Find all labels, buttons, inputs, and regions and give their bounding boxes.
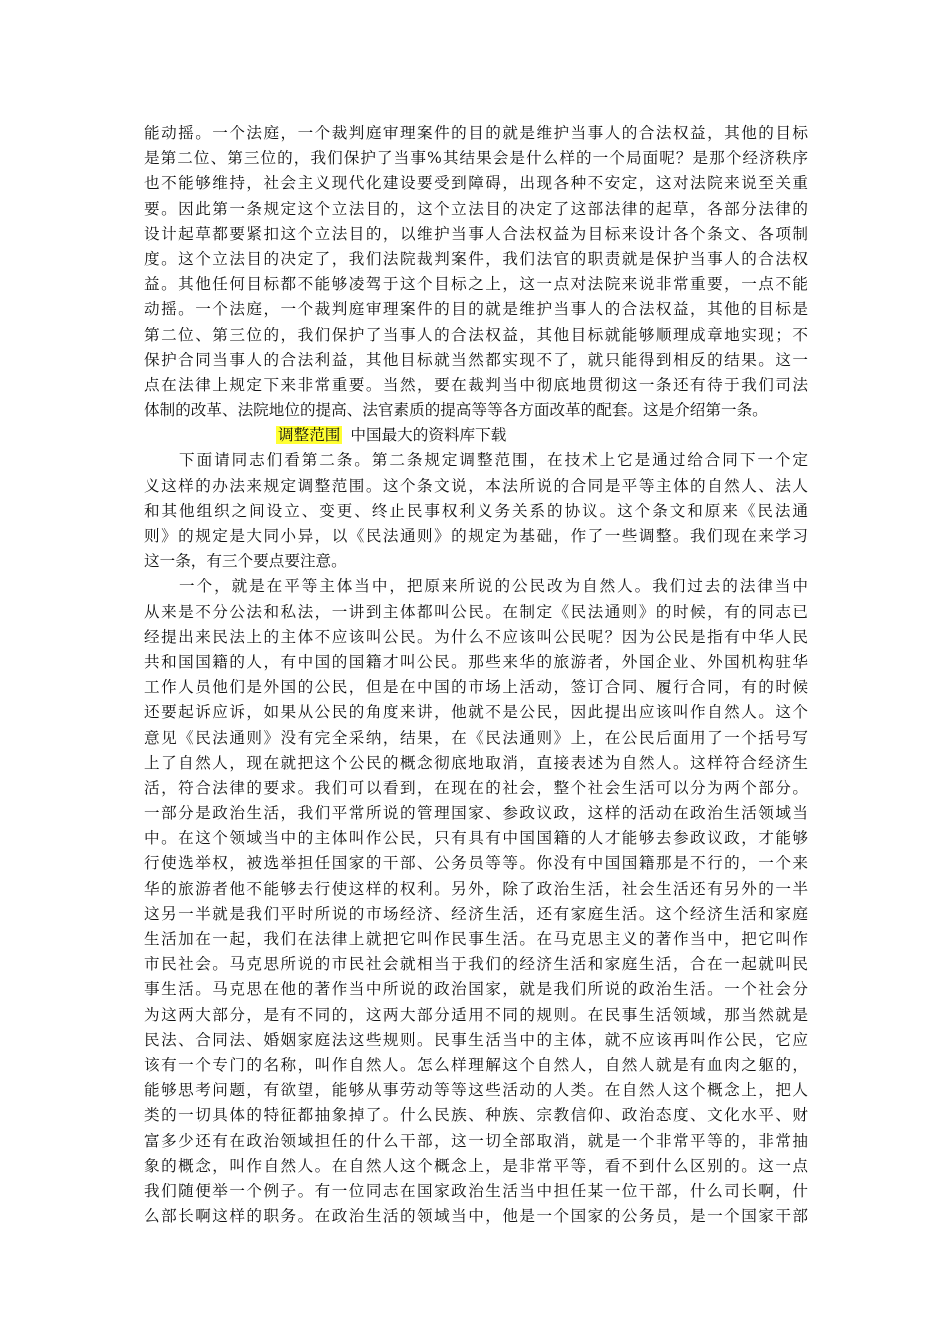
text-line: 事生活。马克思在他的著作当中所说的政治国家，就是我们所说的政治生活。一个社会分: [144, 980, 808, 999]
text-line: 第二位、第三位的，我们保护了当事人的合法权益，其他目标就能够顺理成章地实现；不: [144, 325, 808, 344]
text-line: 能够思考问题，有欲望，能够从事劳动等等这些活动的人类。在自然人这个概念上，把人: [144, 1081, 808, 1100]
text-line: 富多少还有在政治领域担任的什么干部，这一切全部取消，就是一个非常平等的，非常抽: [144, 1131, 808, 1150]
text-line: 这另一半就是我们平时所说的市场经济、经济生活，还有家庭生活。这个经济生活和家庭: [144, 904, 808, 923]
text-line: 中。在这个领域当中的主体叫作公民，只有具有中国国籍的人才能够去参政议政，才能够: [144, 829, 808, 848]
text-line: 义这样的办法来规定调整范围。这个条文说，本法所说的合同是平等主体的自然人、法人: [144, 476, 808, 495]
text-line: 我们随便举一个例子。有一位同志在国家政治生活当中担任某一位干部，什么司长啊，什: [144, 1181, 808, 1200]
text-line: 民法、合同法、婚姻家庭法这些规则。民事生活当中的主体，就不应该再叫作公民，它应: [144, 1030, 808, 1049]
text-line: 还要起诉应诉，如果从公民的角度来讲，他就不是公民，因此提出应该叫作自然人。这个: [144, 703, 808, 722]
text-line: 是第二位、第三位的，我们保护了当事%其结果会是什么样的一个局面呢？是那个经济秩序: [144, 149, 808, 168]
paragraph-1: [144, 121, 808, 423]
text-line: 这一条，有三个要点要注意。: [144, 552, 347, 571]
text-line: 为这两大部分，是有不同的，这两大部分适用不同的规则。在民事生活领域，那当然就是: [144, 1005, 808, 1024]
text-line: 类的一切具体的特征都抽象掉了。什么民族、种族、宗教信仰、政治态度、文化水平、财: [144, 1106, 808, 1125]
text-line: 华的旅游者他不能够去行使这样的权利。另外，除了政治生活，社会生活还有另外的一半: [144, 879, 808, 898]
paragraph-3: [144, 574, 808, 1229]
text-line: 能动摇。一个法庭，一个裁判庭审理案件的目的就是维护当事人的合法权益，其他的目标: [144, 124, 808, 142]
text-line: 点在法律上规定下来非常重要。当然，要在裁判当中彻底地贯彻这一条还有待于我们司法: [144, 375, 808, 394]
document-body: [144, 121, 808, 1229]
text-line: 下面请同志们看第二条。第二条规定调整范围，在技术上它是通过给合同下一个定: [144, 451, 808, 470]
text-line: 象的概念，叫作自然人。在自然人这个概念上，是非常平等，看不到什么区别的。这一点: [144, 1156, 808, 1175]
text-line: 市民社会。马克思所说的市民社会就相当于我们的经济生活和家庭生活，合在一起就叫民: [144, 955, 808, 974]
text-line: 设计起草都要紧扣这个立法目的，以维护当事人合法权益为目标来设计各个条文、各项制: [144, 224, 808, 243]
heading-note: 中国最大的资料库下载: [350, 426, 507, 445]
text-line: 要。因此第一条规定这个立法目的，这个立法目的决定了这部法律的起草，各部分法律的: [144, 199, 808, 218]
text-line: 工作人员他们是外国的公民，但是在中国的市场上活动，签订合同、履行合同，有的时候: [144, 678, 808, 697]
text-line: 上了自然人，现在就把这个公民的概念彻底地取消，直接表述为自然人。这样符合经济生: [144, 753, 808, 772]
paragraph-2: [144, 448, 808, 574]
text-line: 该有一个专门的名称，叫作自然人。怎么样理解这个自然人，自然人就是有血肉之躯的，: [144, 1055, 808, 1074]
text-line: 一部分是政治生活，我们平常所说的管理国家、参政议政，这样的活动在政治生活领域当: [144, 804, 808, 823]
text-line: 也不能够维持，社会主义现代化建设要受到障碍，出现各种不安定，这对法院来说至关重: [144, 174, 808, 193]
highlighted-heading: 调整范围: [278, 426, 341, 445]
text-line: 一个，就是在平等主体当中，把原来所说的公民改为自然人。我们过去的法律当中: [144, 577, 808, 596]
text-line: 经提出来民法上的主体不应该叫公民。为什么不应该叫公民呢？因为公民是指有中华人民: [144, 627, 808, 646]
text-line: 么部长啊这样的职务。在政治生活的领域当中，他是一个国家的公务员，是一个国家干部: [144, 1207, 808, 1226]
text-line: 意见《民法通则》没有完全采纳，结果，在《民法通则》上，在公民后面用了一个括号写: [144, 728, 808, 747]
text-line: 从来是不分公法和私法，一讲到主体都叫公民。在制定《民法通则》的时候，有的同志已: [144, 602, 808, 621]
text-line: 益。其他任何目标都不能够凌驾于这个目标之上，这一点对法院来说非常重要，一点不能: [144, 275, 808, 294]
text-line: 则》的规定是大同小异，以《民法通则》的规定为基础，作了一些调整。我们现在来学习: [144, 527, 808, 545]
text-line: 活，符合法律的要求。我们可以看到，在现在的社会，整个社会生活可以分为两个部分。: [144, 778, 808, 797]
text-line: 体制的改革、法院地位的提高、法官素质的提高等等各方面改革的配套。这是介绍第一条。: [144, 401, 768, 420]
text-line: 生活加在一起，我们在法律上就把它叫作民事生活。在马克思主义的著作当中，把它叫作: [144, 930, 808, 948]
text-line: 保护合同当事人的合法利益，其他目标就当然都实现不了，就只能得到相反的结果。这一: [144, 350, 808, 369]
text-line: 度。这个立法目的决定了，我们法院裁判案件，我们法官的职责就是保护当事人的合法权: [144, 249, 808, 268]
section-heading: [144, 423, 808, 448]
text-line: 动摇。一个法庭，一个裁判庭审理案件的目的就是维护当事人的合法权益，其他的目标是: [144, 300, 808, 319]
text-line: 行使选举权，被选举担任国家的干部、公务员等等。你没有中国国籍那是不行的，一个来: [144, 854, 808, 873]
text-line: 和其他组织之间设立、变更、终止民事权利义务关系的协议。这个条文和原来《民法通: [144, 501, 808, 520]
text-line: 共和国国籍的人，有中国的国籍才叫公民。那些来华的旅游者，外国企业、外国机构驻华: [144, 652, 808, 671]
